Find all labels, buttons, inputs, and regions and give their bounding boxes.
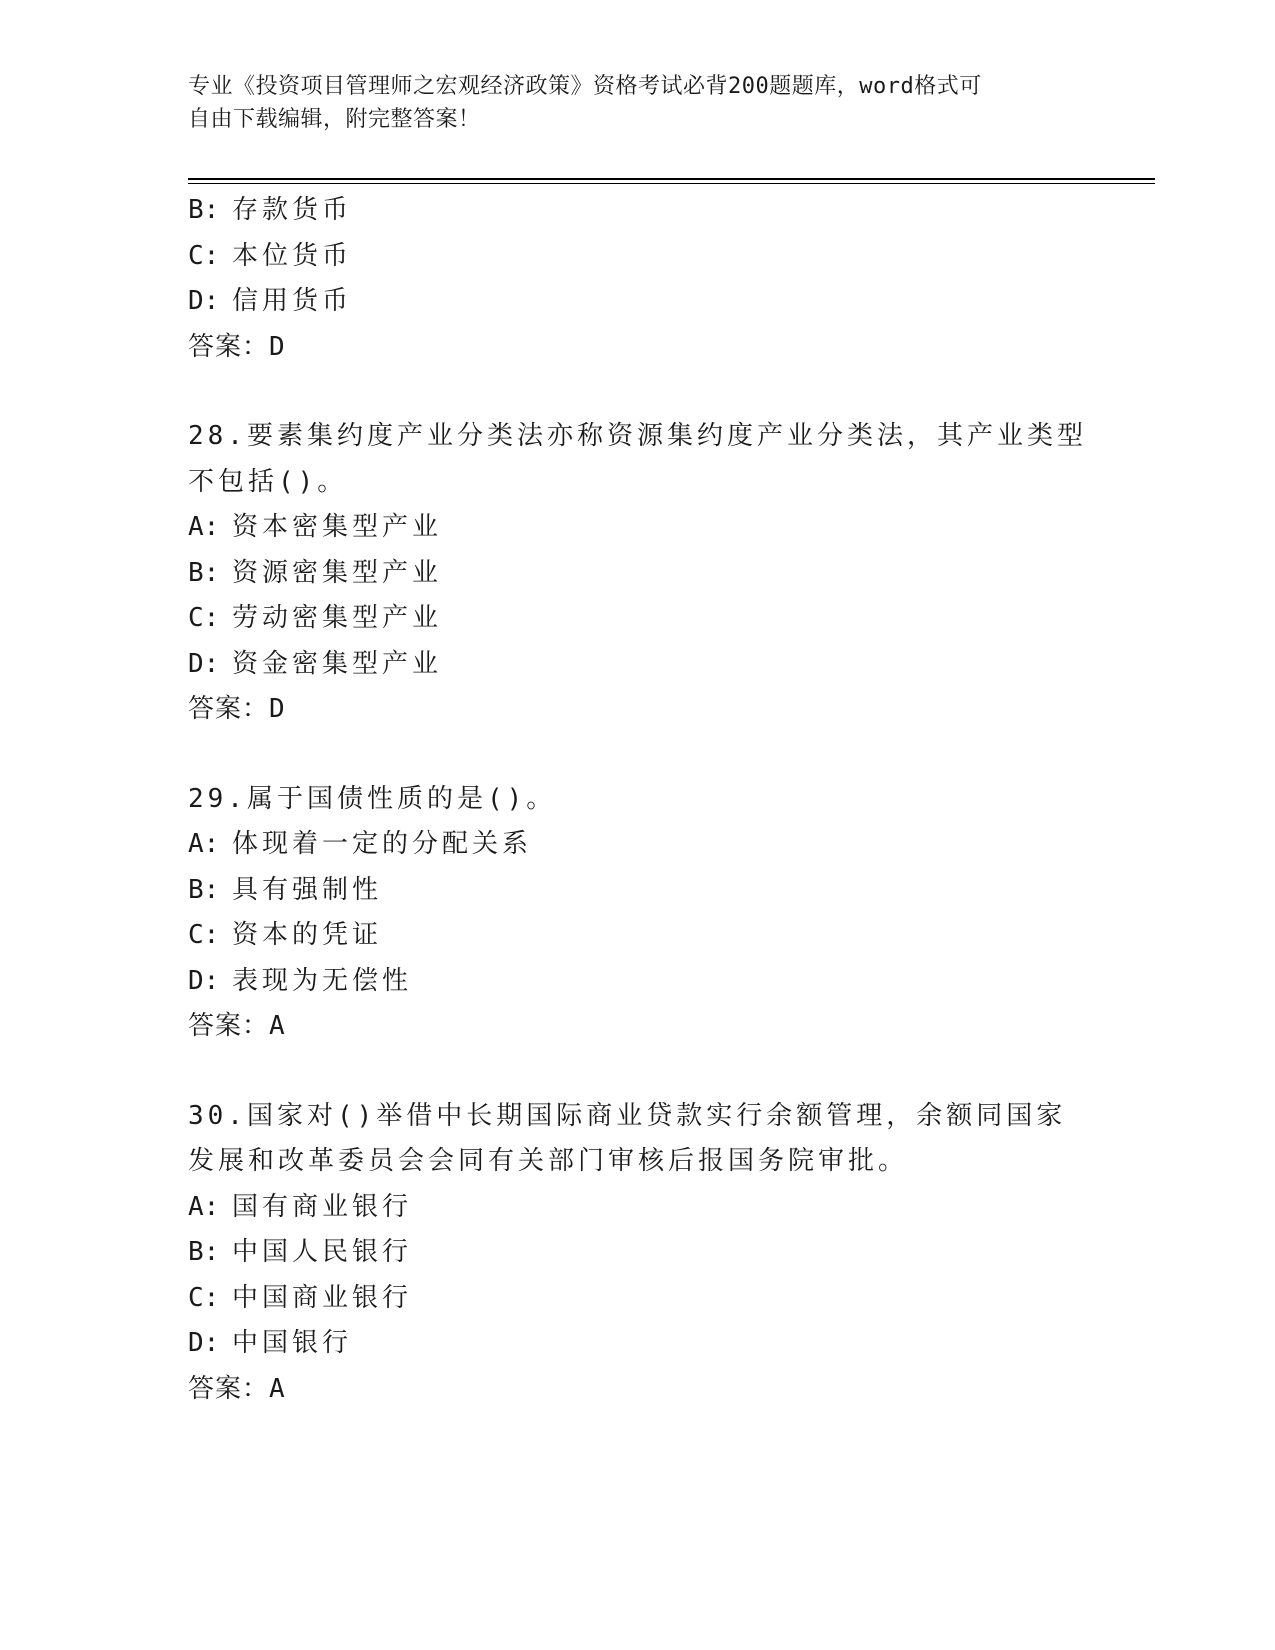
question-stem: 30.国家对()举借中长期国际商业贷款实行余额管理，余额同国家发展和改革委员会会同有关部门审核后报国务院审批。 [188, 1100, 1067, 1176]
question-stem: 29.属于国债性质的是()。 [188, 783, 557, 814]
question-27-continued [188, 188, 1088, 370]
option-d: D: 信用货币 [188, 286, 353, 316]
option-b: B: 资源密集型产业 [188, 557, 443, 588]
answer-line: 答案：A [188, 1011, 286, 1041]
option-c: C: 资本的凭证 [188, 920, 383, 950]
answer-line: 答案：D [188, 694, 286, 724]
option-c: C: 中国商业银行 [188, 1282, 413, 1313]
header-title-line1: 专业《投资项目管理师之宏观经济政策》资格考试必背200题题库，word格式可 [188, 74, 982, 99]
question-30 [188, 1094, 1088, 1413]
header-title-line2: 自由下载编辑，附完整答案！ [188, 107, 481, 132]
question-stem: 28.要素集约度产业分类法亦称资源集约度产业分类法，其产业类型不包括()。 [188, 421, 1087, 497]
question-list [188, 188, 1088, 1412]
answer-line: 答案：D [188, 331, 286, 362]
question-28 [188, 414, 1088, 733]
answer-line: 答案：A [188, 1373, 286, 1404]
option-d: D: 中国银行 [188, 1328, 353, 1358]
option-d: D: 资金密集型产业 [188, 648, 443, 679]
option-c: C: 本位货币 [188, 240, 353, 271]
option-a: A: 国有商业银行 [188, 1191, 413, 1222]
question-29 [188, 777, 1088, 1050]
option-a: A: 体现着一定的分配关系 [188, 829, 533, 859]
option-a: A: 资本密集型产业 [188, 512, 443, 542]
header-divider [188, 178, 1155, 184]
option-c: C: 劳动密集型产业 [188, 603, 443, 633]
option-b: B: 存款货币 [188, 195, 353, 225]
page-header [188, 70, 1088, 136]
option-b: B: 具有强制性 [188, 874, 383, 905]
option-b: B: 中国人民银行 [188, 1237, 413, 1267]
option-d: D: 表现为无偿性 [188, 965, 413, 996]
